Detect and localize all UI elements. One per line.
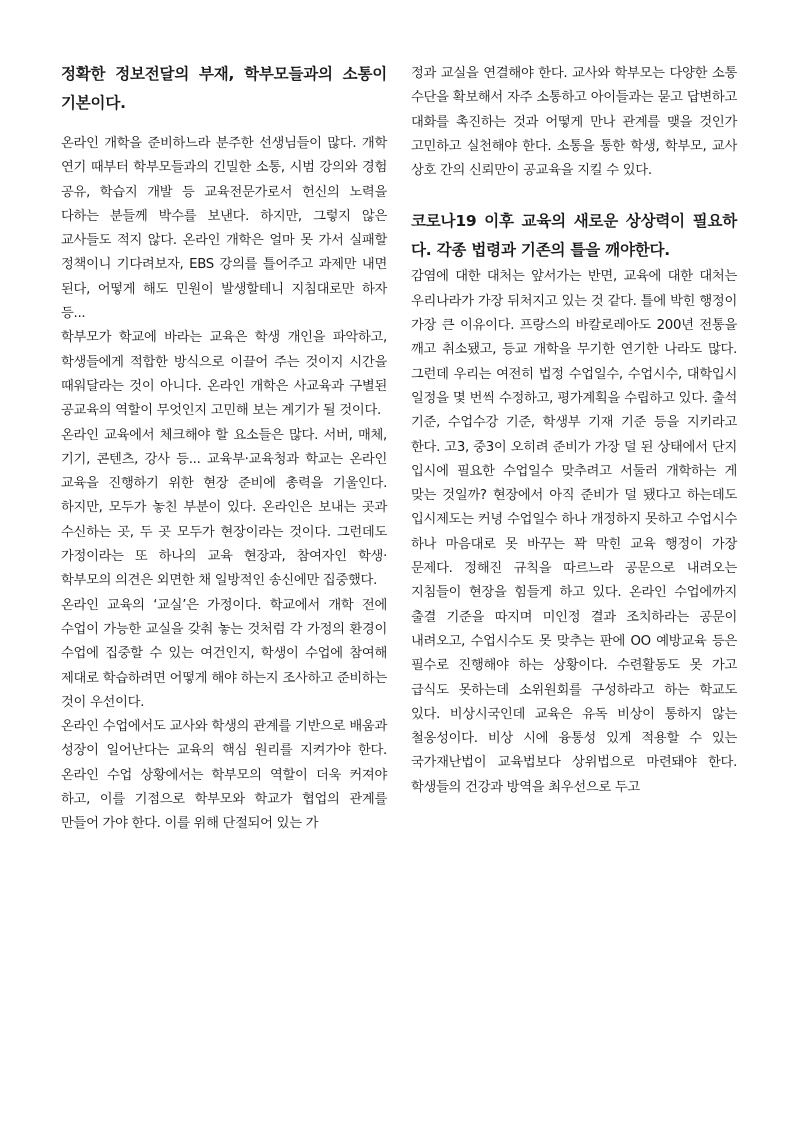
paragraph: 학부모가 학교에 바라는 교육은 학생 개인을 파악하고, 학생들에게 적합한 방식으로 이끌어 주는 것이지 시간을 때워달라는 것이 아니다. 온라인 개학은 사교육과 구별된 공교육의 역할이 무엇인지 고민해 보는 계기가 될 것이다. <box>61 330 387 419</box>
section-heading-new-imagination: 코로나19 이후 교육의 새로운 상상력이 필요하다. 각종 법령과 기존의 틀을 깨야한다. <box>411 212 737 260</box>
paragraph: 온라인 수업에서도 교사와 학생의 관계를 기반으로 배움과 성장이 일어난다는 교육의 핵심 원리를 지켜가야 한다. 온라인 수업 상황에서는 학부모의 역할이 더욱 커져야 하고, 이를 기점으로 학부모와 학교가 협업의 관계를 만들어 가야 한다. 이를 위해 단절되어 있는 가 <box>61 719 387 832</box>
left-column <box>61 60 387 837</box>
paragraph: 온라인 개학을 준비하느라 분주한 선생님들이 많다. 개학 연기 때부터 학부모들과의 긴밀한 소통, 시범 강의와 경험 공유, 학습지 개발 등 교육전문가로서 헌신의 노력을 다하는 분들께 박수를 보낸다. 하지만, 그렇지 않은 교사들도 적지 않다. 온라인 개학은 얼마 못 가서 실패할 정책이니 기다려보자, EBS 강의를 틀어주고 과제만 내면 된다, 어떻게 해도 민원이 발생할테니 지침대로만 하자 등... <box>61 136 387 322</box>
section-heading-communication: 정확한 정보전달의 부재, 학부모들과의 소통이 기본이다. <box>61 65 387 112</box>
paragraph-continuation: 정과 교실을 연결해야 한다. 교사와 학부모는 다양한 소통 수단을 확보해서 자주 소통하고 아이들과는 묻고 답변하고 대화를 촉진하는 것과 어떻게 만나 관계를 맺을 것인가 고민하고 실천해야 한다. 소통을 통한 학생, 학부모, 교사 상호 간의 신뢰만이 공교육을 지킬 수 있다. <box>411 66 737 179</box>
paragraph: 온라인 교육의 ‘교실’은 가정이다. 학교에서 개학 전에 수업이 가능한 교실을 갖춰 놓는 것처럼 각 가정의 환경이 수업에 집중할 수 있는 여건인지, 학생이 수업에 참여해 제대로 학습하려면 어떻게 해야 하는지 조사하고 준비하는 것이 우선이다. <box>61 597 387 710</box>
paragraph: 온라인 교육에서 체크해야 할 요소들은 많다. 서버, 매체, 기기, 콘텐츠, 강사 등... 교육부·교육청과 학교는 온라인 교육을 진행하기 위한 현장 준비에 총력을 기울인다. 하지만, 모두가 놓친 부분이 있다. 온라인은 보내는 곳과 수신하는 곳, 두 곳 모두가 현장이라는 것이다. 그런데도 가정이라는 또 하나의 교육 현장과, 참여자인 학생·학부모의 의견은 외면한 채 일방적인 송신에만 집중했다. <box>61 427 387 589</box>
right-column <box>411 60 737 800</box>
paragraph: 감염에 대한 대처는 앞서가는 반면, 교육에 대한 대처는 우리나라가 가장 뒤처지고 있는 것 같다. 틀에 박힌 행정이 가장 큰 이유이다. 프랑스의 바칼로레아도 200년 전통을 깨고 취소됐고, 등교 개학을 무기한 연기한 나라도 많다. 그런데 우리는 여전히 법정 수업일수, 수업시수, 대학입시 일정을 몇 번씩 수정하고, 평가계획을 수립하고 있다. 출석 기준, 수업수강 기준, 학생부 기재 기준 등을 지키라고 한다. 고3, 중3이 오히려 준비가 가장 덜 된 상태에서 단지 입시에 필요한 수업일수 맞추려고 서둘러 개학하는 게 맞는 것일까? 현장에서 아직 준비가 덜 됐다고 하는데도 입시제도는 커녕 수업일수 하나 개정하지 못하고 수업시수 하나 마음대로 못 바꾸는 꽉 막힌 교육 행정이 가장 문제다. 정해진 규칙을 따르느라 공문으로 내려오는 지침들이 현장을 힘들게 하고 있다. 온라인 수업에까지 출결 기준을 따지며 미인정 결과 조치하라는 공문이 내려오고, 수업시수도 못 맞추는 판에 OO 예방교육 등은 필수로 진행해야 하는 상황이다. 수련활동도 못 가고 급식도 못하는데 소위원회를 구성하라고 하는 학교도 있다. 비상시국인데 교육은 유독 비상이 통하지 않는 철옹성이다. 비상 시에 융통성 있게 적용할 수 있는 국가재난법이 교육법보다 상위법으로 마련돼야 한다. 학생들의 건강과 방역을 최우선으로 두고 <box>411 269 737 795</box>
